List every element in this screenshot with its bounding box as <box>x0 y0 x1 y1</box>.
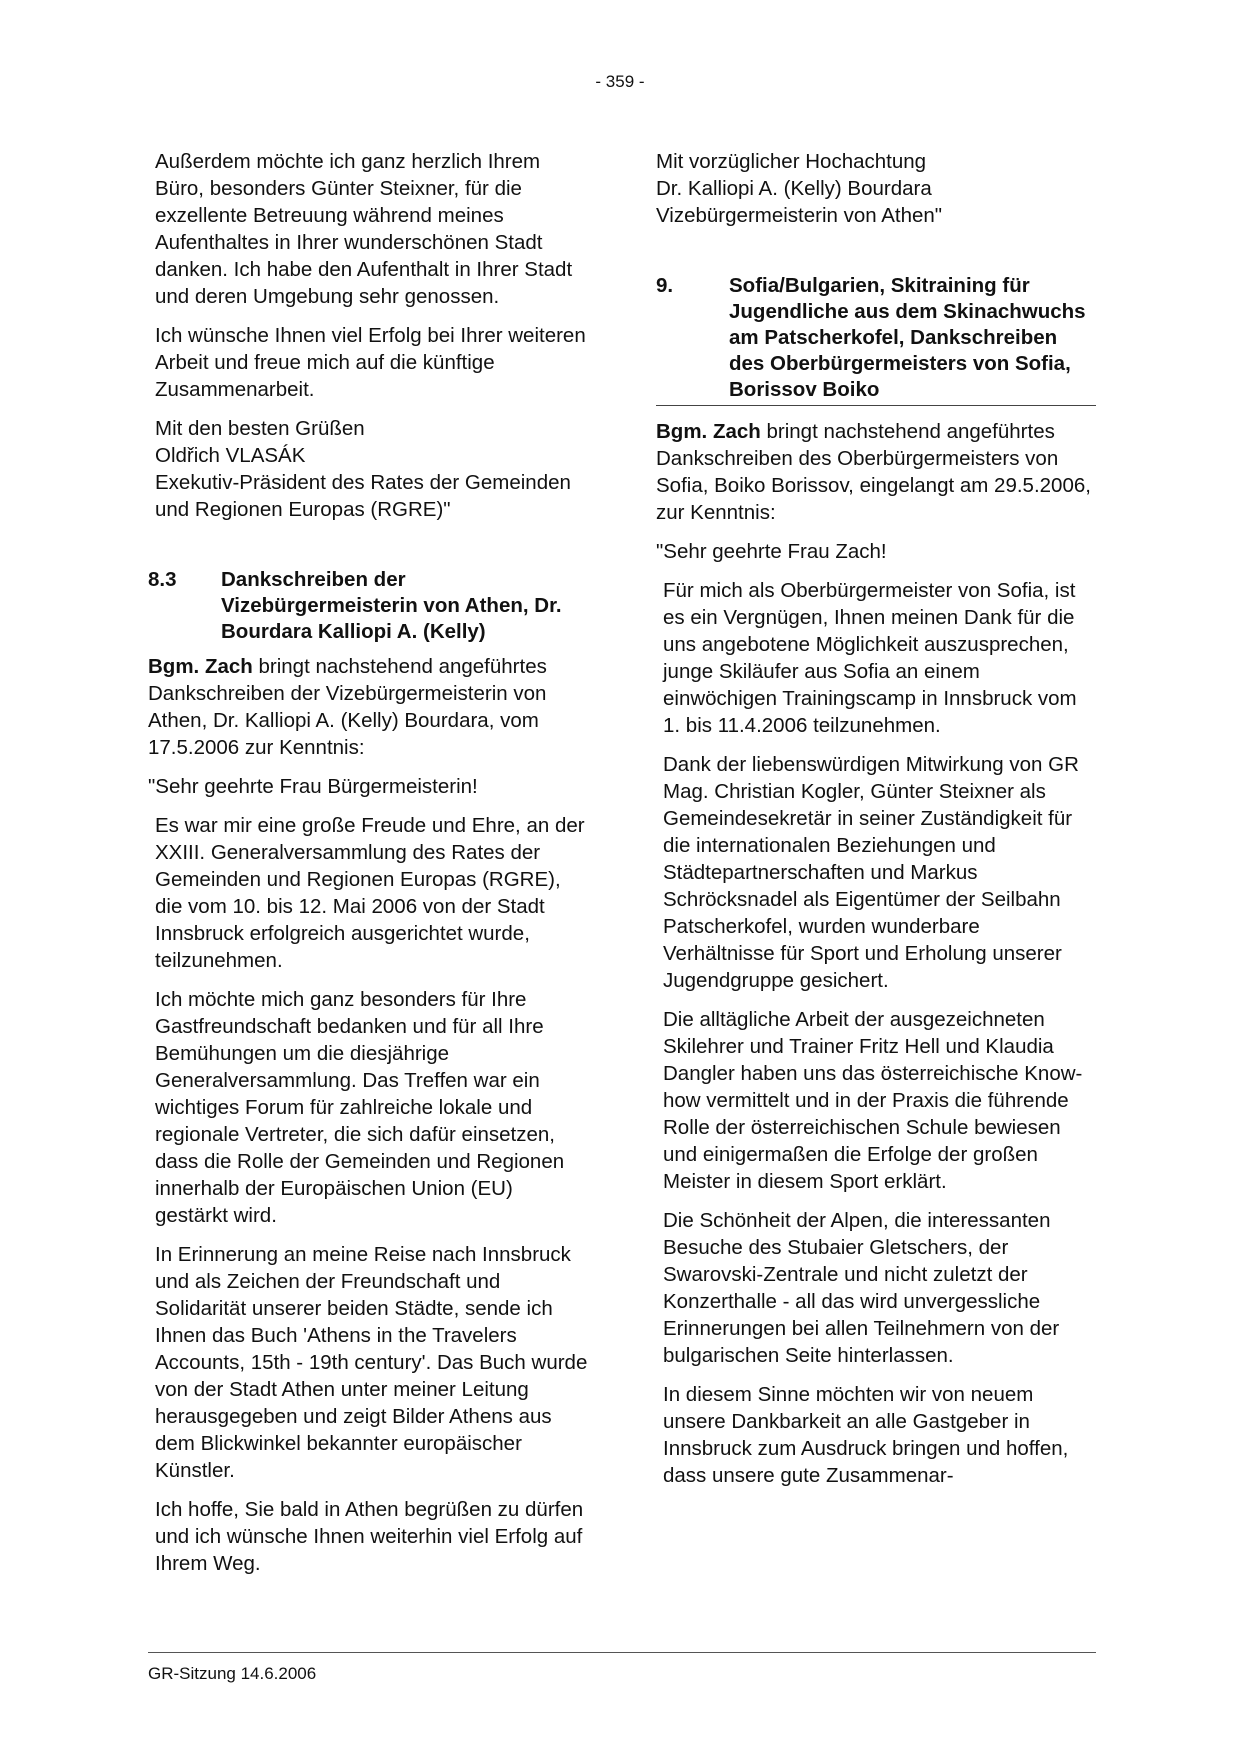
page-number: - 359 - <box>595 72 645 91</box>
letter-paragraph: Die Schönheit der Alpen, die interessanten Besuche des Stubaier Gletschers, der Swarovski-Zentrale und nicht zuletzt der Konzerthalle - all das wird unvergessliche Erinnerungen bei allen Teilnehmern von der bulgarischen Seite hinterlassen. <box>663 1209 1060 1367</box>
letter-paragraph: In Erinnerung an meine Reise nach Innsbruck und als Zeichen der Freundschaft und Solidarität unserer beiden Städte, sende ich Ihnen das Buch 'Athens in the Travelers Accounts, 15th - 19th century'. Das Buch wurde von der Stadt Athen unter meiner Leitung herausgegeben und zeigt Bilder Athens aus dem Blickwinkel bekannter europäischer Künstler. <box>155 1243 588 1482</box>
section-heading-8-3 <box>148 567 590 645</box>
section-number: 8.3 <box>148 568 177 591</box>
signatory-name: Oldřich VLASÁK <box>155 444 306 467</box>
speaker-name: Bgm. Zach <box>148 655 253 678</box>
signatory-title: Vizebürgermeisterin von Athen" <box>656 204 943 227</box>
letter-paragraph: Es war mir eine große Freude und Ehre, an der XXIII. Generalversammlung des Rates der Gemeinden und Regionen Europas (RGRE), die vom 10. bis 12. Mai 2006 von der Stadt Innsbruck erfolgreich ausgerichtet wurde, teilzunehmen. <box>155 814 585 972</box>
section-heading-9 <box>656 273 1096 406</box>
letter-paragraph: Die alltägliche Arbeit der ausgezeichneten Skilehrer und Trainer Fritz Hell und Klaudia Dangler haben uns das österreichische Know-how vermittelt und in der Praxis die führende Rolle der österreichischen Schule bewiesen und einigermaßen die Erfolge der großen Meister in diesem Sport erklärt. <box>663 1008 1083 1193</box>
section-title: Sofia/Bulgarien, Skitraining für Jugendliche aus dem Skinachwuchs am Patscherkofel, Dankschreiben des Oberbürgermeisters von Sofia, Borissov Boiko <box>729 274 1086 401</box>
intro-paragraph <box>148 653 590 761</box>
salutation: "Sehr geehrte Frau Bürgermeisterin! <box>148 775 478 798</box>
intro-text: bringt nachstehend angeführtes Dankschreiben des Oberbürgermeisters von Sofia, Boiko Borissov, eingelangt am 29.5.2006, zur Kenntnis: <box>656 420 1091 524</box>
intro-paragraph <box>656 418 1096 526</box>
section-title: Dankschreiben der Vizebürgermeisterin von Athen, Dr. Bourdara Kalliopi A. (Kelly) <box>221 568 562 643</box>
letter-closing <box>656 148 1096 229</box>
right-column <box>656 148 1096 1501</box>
letter-paragraph: Außerdem möchte ich ganz herzlich Ihrem Büro, besonders Günter Steixner, für die exzellente Betreuung während meines Aufenthaltes in Ihrer wunderschönen Stadt danken. Ich habe den Aufenthalt in Ihrer Stadt und deren Umgebung sehr genossen. <box>155 150 573 308</box>
letter-paragraph: Dank der liebenswürdigen Mitwirkung von GR Mag. Christian Kogler, Günter Steixner als Gemeindesekretär in seiner Zuständigkeit für die internationalen Beziehungen und Städtepartnerschaften und Markus Schröcksnadel als Eigentümer der Seilbahn Patscherkofel, wurden wunderbare Verhältnisse für Sport und Erholung unserer Jugendgruppe gesichert. <box>663 753 1079 992</box>
section-number: 9. <box>656 274 674 297</box>
letter-paragraph: In diesem Sinne möchten wir von neuem unsere Dankbarkeit an alle Gastgeber in Innsbruck zum Ausdruck bringen und hoffen, dass unsere gute Zusammenar- <box>663 1383 1069 1487</box>
signatory-name: Dr. Kalliopi A. (Kelly) Bourdara <box>656 177 932 200</box>
closing-line: Mit den besten Grüßen <box>155 417 365 440</box>
letter-paragraph: Ich hoffe, Sie bald in Athen begrüßen zu dürfen und ich wünsche Ihnen weiterhin viel Erfolg auf Ihrem Weg. <box>155 1498 584 1575</box>
left-column <box>148 148 590 1589</box>
letter-paragraph: Für mich als Oberbürgermeister von Sofia, ist es ein Vergnügen, Ihnen meinen Dank für die uns angebotene Möglichkeit auszusprechen, junge Skiläufer aus Sofia an einem einwöchigen Trainingscamp in Innsbruck vom 1. bis 11.4.2006 teilzunehmen. <box>663 579 1077 737</box>
footer-divider <box>148 1652 1096 1653</box>
footer-session-date: GR-Sitzung 14.6.2006 <box>148 1664 317 1683</box>
intro-text: bringt nachstehend angeführtes Dankschreiben der Vizebürgermeisterin von Athen, Dr. Kalliopi A. (Kelly) Bourdara, vom 17.5.2006 zur Kenntnis: <box>148 655 547 759</box>
closing-line: Mit vorzüglicher Hochachtung <box>656 150 927 173</box>
letter-closing <box>148 415 590 523</box>
letter-paragraph: Ich möchte mich ganz besonders für Ihre Gastfreundschaft bedanken und für all Ihre Bemühungen um die diesjährige Generalversammlung. Das Treffen war ein wichtiges Forum für zahlreiche lokale und regionale Vertreter, die sich dafür einsetzen, dass die Rolle der Gemeinden und Regionen innerhalb der Europäischen Union (EU) gestärkt wird. <box>155 988 565 1227</box>
speaker-name: Bgm. Zach <box>656 420 761 443</box>
salutation: "Sehr geehrte Frau Zach! <box>656 540 887 563</box>
signatory-title: Exekutiv-Präsident des Rates der Gemeinden und Regionen Europas (RGRE)" <box>155 471 571 521</box>
letter-paragraph: Ich wünsche Ihnen viel Erfolg bei Ihrer weiteren Arbeit und freue mich auf die künftige Zusammenarbeit. <box>155 324 586 401</box>
